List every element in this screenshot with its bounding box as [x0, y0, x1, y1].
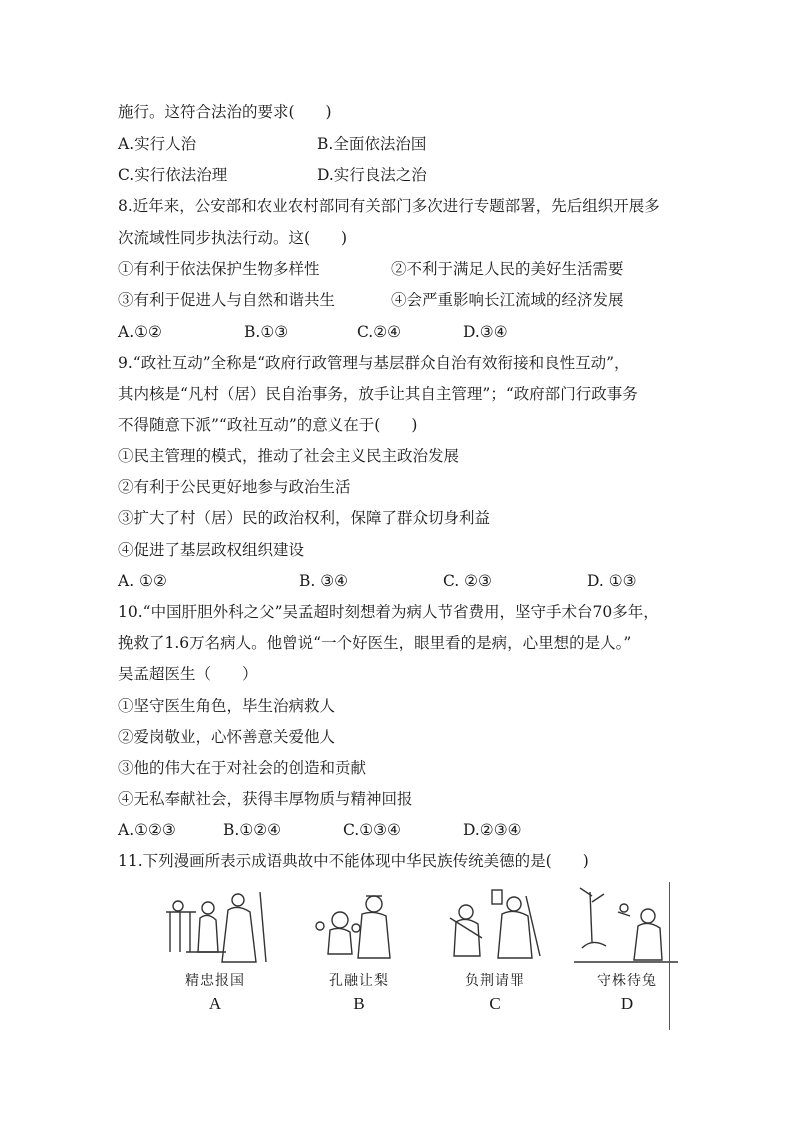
- q10-statement-2: ②爱岗敬业，心怀善意关爱他人: [118, 728, 336, 746]
- q10-stem-line3: 吴孟超医生（ ）: [118, 665, 258, 683]
- q7-option-a: A.实行人治: [118, 135, 197, 153]
- q8-option-d: D.③④: [463, 323, 508, 341]
- cartoon-panel-a: [156, 882, 274, 1024]
- panel-b-letter: B: [353, 994, 365, 1013]
- q8-statement-2: ②不利于满足人民的美好生活需要: [391, 260, 624, 278]
- q8-stem-line2: 次流域性同步执法行动。这( ): [118, 229, 348, 247]
- q10-option-b: B.①②④: [223, 821, 282, 839]
- panel-c-caption: 负荆请罪: [465, 973, 525, 989]
- q9-statement-2: ②有利于公民更好地参与政治生活: [118, 478, 351, 496]
- q8-statement-1: ①有利于依法保护生物多样性: [118, 260, 320, 278]
- panel-d-letter: D: [620, 994, 634, 1013]
- panel-a-caption: 精忠报国: [185, 973, 245, 989]
- q10-statement-3: ③他的伟大在于对社会的创造和贡献: [118, 759, 367, 777]
- q9-statement-3: ③扩大了村（居）民的政治权利，保障了群众切身利益: [118, 509, 491, 527]
- cartoon-kongrong-rangli-illustration: [300, 882, 418, 970]
- cartoon-fujing-qingzui-illustration: [436, 882, 554, 970]
- q11-stem: 11.下列漫画所表示成语典故中不能体现中华民族传统美德的是( ): [118, 852, 589, 870]
- q9-stem-line2: 其内核是“凡村（居）民自治事务，放手让其自主管理”；“政府部门行政事务: [118, 385, 638, 403]
- q9-option-d: D. ①③: [587, 572, 637, 590]
- q8-statement-4: ④会严重影响长江流域的经济发展: [391, 291, 624, 309]
- q9-option-a: A. ①②: [118, 572, 167, 590]
- panel-d-caption: 守株待兔: [597, 973, 657, 989]
- q9-stem-line1: 9.“政社互动”全称是“政府行政管理与基层群众自治有效衔接和良性互动”，: [118, 354, 630, 372]
- q9-option-b: B. ③④: [299, 572, 349, 590]
- q10-option-c: C.①③④: [343, 821, 401, 839]
- q10-option-a: A.①②③: [118, 821, 176, 839]
- q10-stem-line1: 10.“中国肝胆外科之父”吴孟超时刻想着为病人节省费用，坚守手术台70多年，: [118, 603, 659, 621]
- q10-statement-4: ④无私奉献社会，获得丰厚物质与精神回报: [118, 790, 413, 808]
- panel-c-letter: C: [489, 994, 501, 1013]
- q7-option-c: C.实行依法治理: [118, 166, 228, 184]
- q8-option-a: A.①②: [118, 323, 162, 341]
- image-border-line: [669, 882, 670, 1030]
- cartoon-jingzhong-baoguo-illustration: [156, 882, 274, 970]
- q9-statement-1: ①民主管理的模式，推动了社会主义民主政治发展: [118, 447, 460, 465]
- q8-statement-3: ③有利于促进人与自然和谐共生: [118, 291, 336, 309]
- q7-option-b: B.全面依法治国: [317, 135, 427, 153]
- cartoon-panel-c: [436, 882, 554, 1024]
- cartoon-panel-b: [300, 882, 418, 1024]
- q10-option-d: D.②③④: [463, 821, 522, 839]
- q7-option-d: D.实行良法之治: [317, 166, 427, 184]
- q9-option-c: C. ②③: [443, 572, 492, 590]
- q10-statement-1: ①坚守医生角色，毕生治病救人: [118, 697, 336, 715]
- q8-stem-line1: 8.近年来，公安部和农业农村部同有关部门多次进行专题部署，先后组织开展多: [118, 197, 660, 215]
- panel-a-letter: A: [208, 994, 222, 1013]
- q8-option-b: B.①③: [244, 323, 289, 341]
- q7-stem-tail: 施行。这符合法治的要求( ): [118, 103, 332, 121]
- q9-stem-line3: 不得随意下派”“政社互动”的意义在于( ): [118, 416, 418, 434]
- q8-option-c: C.②④: [357, 323, 402, 341]
- q10-stem-line2: 挽救了1.6万名病人。他曾说“一个好医生，眼里看的是病，心里想的是人。”: [118, 634, 632, 652]
- q9-statement-4: ④促进了基层政权组织建设: [118, 541, 305, 559]
- panel-b-caption: 孔融让梨: [329, 973, 389, 989]
